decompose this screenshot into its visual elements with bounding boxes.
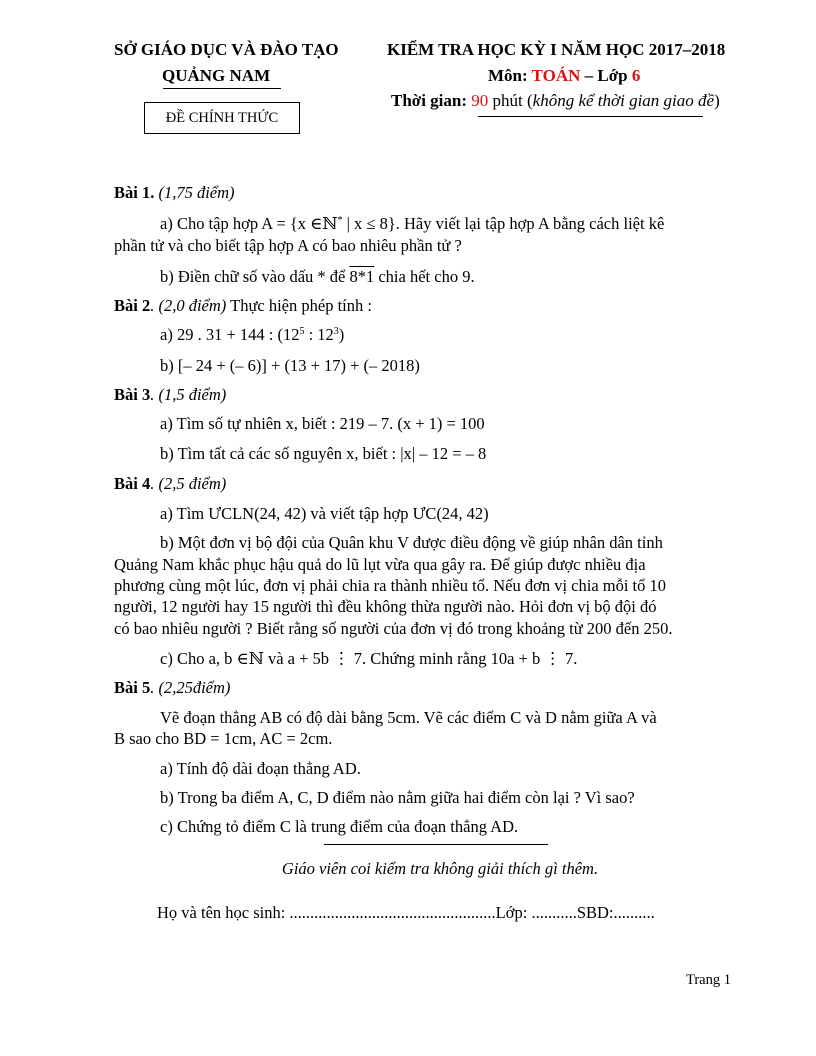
province-underline [163,88,281,89]
problem-4b-line1: b) Một đơn vị bộ đội của Quân khu V được điều động về giúp nhân dân tỉnh [160,533,663,552]
problem-2-title: Bài 2 [114,296,151,315]
p2a-exp-1: 5 [299,326,305,337]
province-name: QUẢNG NAM [162,66,271,85]
problem-1-heading [114,183,235,203]
problem-2-desc: Thực hiện phép tính : [226,296,372,315]
problem-2-points: . (2,0 điểm) [150,296,227,315]
problem-4-heading [114,474,226,494]
problem-5-title: Bài 5 [114,678,151,697]
p1a-star: * [337,215,343,226]
problem-4b-line2: Quảng Nam khắc phục hậu quả do lũ lụt vừa qua gây ra. Để giúp được nhiều địa [114,555,646,574]
header-right-rule [478,116,703,117]
department-name: SỞ GIÁO DỤC VÀ ĐÀO TẠO [114,40,339,59]
problem-1-points: (1,75 điểm) [158,183,235,202]
problem-2b: b) [– 24 + (– 6)] + (13 + 17) + (– 2018) [160,356,420,375]
p4c-text-2: và a + 5b ⋮ 7. Chứng minh rằng 10a + b ⋮ 7. [263,649,578,668]
official-exam-box [144,102,300,134]
problem-4c [160,649,577,669]
problem-3-heading [114,385,226,405]
proctor-note: Giáo viên coi kiểm tra không giải thích gì thêm. [281,859,599,878]
time-value: 90 [467,91,489,110]
p1a-text-2: | x ≤ 8}. Hãy viết lại tập hợp A bằng cách liệt kê [342,214,665,233]
problem-2a [160,325,344,345]
natural-set-symbol: ℕ [322,214,338,233]
p1b-text-1: b) Điền chữ số vào dấu * để [160,267,350,286]
problem-2-heading [114,296,372,316]
grade: 6 [631,66,641,85]
problem-1-title: Bài 1. [114,183,155,202]
subject-sep: – Lớp [580,66,632,85]
problem-3a: a) Tìm số tự nhiên x, biết : 219 – 7. (x + 1) = 100 [160,414,485,433]
p1a-text-1: a) Cho tập hợp A = {x ∈ [160,214,323,233]
problem-4b-line5: có bao nhiêu người ? Biết rằng số người của đơn vị đó trong khoảng từ 200 đến 250. [114,619,673,638]
time-close: ) [714,91,720,110]
problem-4b-line4: người, 12 người hay 15 người thì đều không thừa người nào. Hỏi đơn vị bộ đội đó [114,597,657,616]
problem-5-points: . (2,25điểm) [150,678,231,697]
p1b-number: 8*1 [349,267,375,286]
problem-3-title: Bài 3 [114,385,151,404]
exam-title: KIỂM TRA HỌC KỲ I NĂM HỌC 2017–2018 [387,40,726,59]
official-label: ĐỀ CHÍNH THỨC [165,110,279,126]
subject-line [488,66,640,86]
problem-5-line2: B sao cho BD = 1cm, AC = 2cm. [114,729,333,748]
time-label: Thời gian: [391,91,468,110]
p2a-text-1: a) 29 . 31 + 144 : (12 [160,325,300,344]
problem-3-points: . (1,5 điểm) [150,385,227,404]
p1b-text-2: chia hết cho 9. [374,267,475,286]
problem-5a: a) Tính độ dài đoạn thẳng AD. [160,759,361,778]
subject-prefix: Môn: [488,66,532,85]
natural-set-symbol-2: ℕ [248,649,264,668]
problem-4a: a) Tìm ƯCLN(24, 42) và viết tập hợp ƯC(24, 42) [160,504,489,523]
time-line [391,91,720,111]
time-unit: phút ( [488,91,533,110]
page-number: Trang 1 [686,972,731,988]
time-note: không kể thời gian giao đề [532,91,715,110]
student-info-line: Họ và tên học sinh: ..................................................Lớp: ...........SBD:.......... [157,903,655,922]
end-rule [324,844,548,845]
problem-1a-line2: phần tử và cho biết tập hợp A có bao nhiêu phần tử ? [114,236,462,255]
problem-1a-line1 [160,214,664,234]
problem-4b-line3: phương cùng một lúc, đơn vị phải chia ra thành nhiều tổ. Nếu đơn vị chia mỗi tổ 10 [114,576,667,595]
problem-1b [160,267,475,287]
p2a-text-2: : 12 [304,325,334,344]
p4c-text-1: c) Cho a, b ∈ [160,649,249,668]
p2a-text-3: ) [338,325,345,344]
problem-5b: b) Trong ba điểm A, C, D điểm nào nằm giữa hai điểm còn lại ? Vì sao? [160,788,635,807]
problem-5-line1: Vẽ đoạn thẳng AB có độ dài bằng 5cm. Vẽ các điểm C và D nằm giữa A và [160,708,657,727]
p2a-exp-2: 3 [333,326,339,337]
problem-4-points: . (2,5 điểm) [150,474,227,493]
problem-3b: b) Tìm tất cả các số nguyên x, biết : |x| – 12 = – 8 [160,444,487,463]
problem-4-title: Bài 4 [114,474,151,493]
subject-name: TOÁN [531,66,581,85]
problem-5-heading [114,678,230,698]
problem-5c: c) Chứng tỏ điểm C là trung điểm của đoạn thẳng AD. [160,817,519,836]
